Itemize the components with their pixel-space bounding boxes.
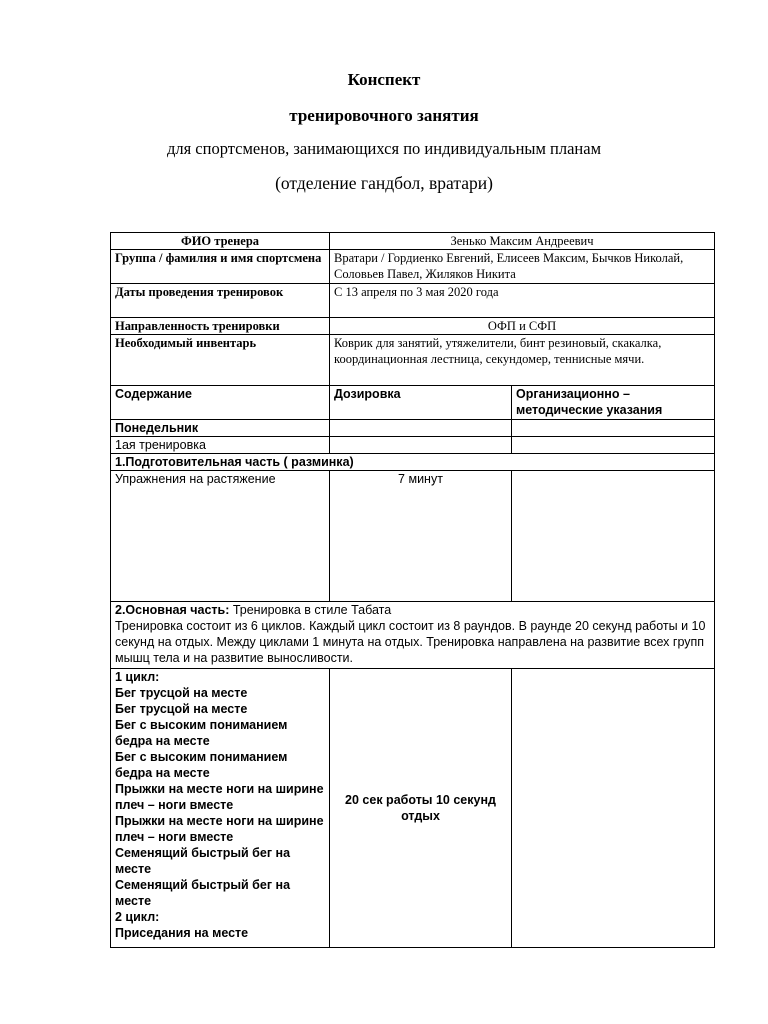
training-dosage-cell <box>330 437 512 454</box>
cycle-line: Прыжки на месте ноги на ширине плеч – ноги вместе <box>115 814 324 844</box>
row-part2-title <box>111 602 715 669</box>
cycle-line: 1 цикл: <box>115 670 160 684</box>
dates-value: С 13 апреля по 3 мая 2020 года <box>330 284 715 318</box>
part1-title: 1.Подготовительная часть ( разминка) <box>111 454 715 471</box>
training-org-cell <box>512 437 715 454</box>
col-header-org: Организационно – методические указания <box>512 386 715 420</box>
part1-exercise: Упражнения на растяжение <box>111 471 330 602</box>
doc-subtitle-department: (отделение гандбол, вратари) <box>275 173 493 193</box>
day-org-cell <box>512 420 715 437</box>
part2-cell <box>111 602 715 669</box>
day-dosage-cell <box>330 420 512 437</box>
training-plan-table <box>110 232 715 948</box>
row-focus <box>111 318 715 335</box>
equipment-label: Необходимый инвентарь <box>111 335 330 386</box>
row-equipment <box>111 335 715 386</box>
trainer-value: Зенько Максим Андреевич <box>330 233 715 250</box>
row-column-headers <box>111 386 715 420</box>
cycle-line: Бег с высоким пониманием бедра на месте <box>115 750 288 780</box>
row-dates <box>111 284 715 318</box>
cycle-exercises-cell <box>111 669 330 948</box>
cycle-line: Семенящий быстрый бег на месте <box>115 846 291 876</box>
equipment-value: Коврик для занятий, утяжелители, бинт резиновый, скакалка, координационная лестница, секундомер, теннисные мячи. <box>330 335 715 386</box>
doc-subtitle-audience: для спортсменов, занимающихся по индивидуальным планам <box>166 139 602 158</box>
row-part1-exercise <box>111 471 715 602</box>
part1-dosage: 7 минут <box>330 471 512 602</box>
row-group <box>111 250 715 284</box>
doc-title: Конспект <box>347 70 421 89</box>
part2-description: Тренировка состоит из 6 циклов. Каждый цикл состоит из 8 раундов. В раунде 20 секунд работы и 10 секунд на отдых. Между циклами 1 минута на отдых. Тренировка направлена на развитие всех групп мышц тела и на развитие выносливости. <box>115 619 706 665</box>
cycle-line: Приседания на месте <box>115 926 249 940</box>
cycle-line: Семенящий быстрый бег на месте <box>115 878 291 908</box>
row-part1-title <box>111 454 715 471</box>
row-trainer <box>111 233 715 250</box>
row-day <box>111 420 715 437</box>
group-label: Группа / фамилия и имя спортсмена <box>111 250 330 284</box>
row-training <box>111 437 715 454</box>
training-label: 1ая тренировка <box>111 437 330 454</box>
trainer-label: ФИО тренера <box>111 233 330 250</box>
part2-title-bold: 2.Основная часть: <box>115 603 233 617</box>
focus-label: Направленность тренировки <box>111 318 330 335</box>
row-cycle <box>111 669 715 948</box>
dates-label: Даты проведения тренировок <box>111 284 330 318</box>
day-label: Понедельник <box>111 420 330 437</box>
col-header-content: Содержание <box>111 386 330 420</box>
cycle-dosage: 20 сек работы 10 секунд отдых <box>330 669 512 948</box>
cycle-line: Бег трусцой на месте <box>115 686 248 700</box>
cycle-org-cell <box>512 669 715 948</box>
doc-subtitle: тренировочного занятия <box>289 106 479 125</box>
part2-title-rest: Тренировка в стиле Табата <box>232 603 392 617</box>
group-value: Вратари / Гордиенко Евгений, Елисеев Максим, Бычков Николай, Соловьев Павел, Жиляков Никита <box>330 250 715 284</box>
part1-org-cell <box>512 471 715 602</box>
cycle-line: Прыжки на месте ноги на ширине плеч – ноги вместе <box>115 782 324 812</box>
col-header-dosage: Дозировка <box>330 386 512 420</box>
focus-value: ОФП и СФП <box>330 318 715 335</box>
cycle-line: Бег трусцой на месте <box>115 702 248 716</box>
cycle-line: 2 цикл: <box>115 910 160 924</box>
cycle-line: Бег с высоким пониманием бедра на месте <box>115 718 288 748</box>
